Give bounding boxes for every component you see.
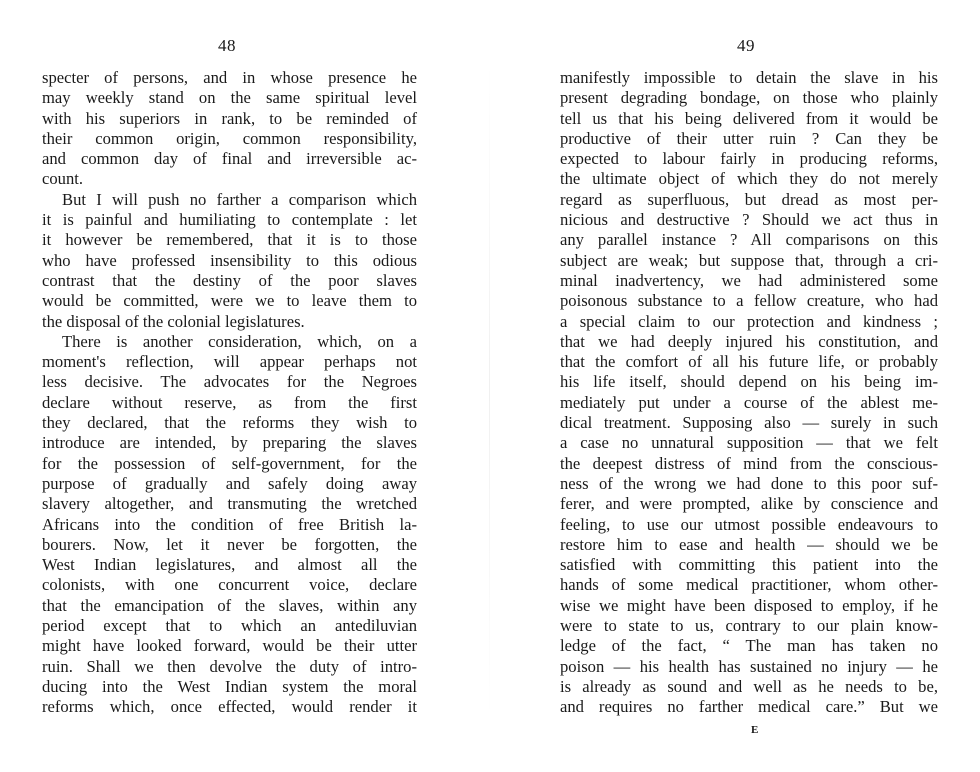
text-line: ness of the wrong we had done to this poor suf- [560, 473, 938, 493]
text-line: introduce are intended, by preparing the slaves [42, 433, 417, 453]
text-line: mediately put under a course of the ablest me- [560, 392, 938, 412]
text-line: who have professed insensibility to this odious [42, 250, 417, 270]
text-line: feeling, to use our utmost possible endeavours to [560, 514, 938, 534]
text-line: the ultimate object of which they do not merely [560, 169, 938, 189]
text-line: that the emancipation of the slaves, within any [42, 595, 417, 615]
text-line: count. [42, 169, 84, 189]
text-line: nicious and destructive ? Should we act thus in [560, 210, 938, 230]
text-line: it is painful and humiliating to contemplate : let [42, 210, 417, 230]
text-line: a special claim to our protection and kindness ; [560, 311, 938, 331]
page-number: 49 [737, 36, 755, 55]
text-line: expected to labour fairly in producing reforms, [560, 149, 938, 169]
text-line: it however be remembered, that it is to those [42, 230, 417, 250]
text-line: Africans into the condition of free British la- [42, 514, 417, 534]
text-line: their common origin, common responsibility, [42, 128, 417, 148]
text-line: may weekly stand on the same spiritual level [42, 88, 417, 108]
text-line: that we had deeply injured his constitution, and [560, 331, 938, 351]
text-line: poison — his health has sustained no injury — he [560, 656, 938, 676]
text-line: might have looked forward, would be their utter [42, 636, 417, 656]
text-line: slavery altogether, and transmuting the wretched [42, 494, 417, 514]
text-line: But I will push no farther a comparison which [62, 189, 417, 209]
text-line: period except that to which an antediluvian [42, 616, 417, 636]
text-line: a case no unnatural supposition — that we felt [560, 433, 938, 453]
text-line: ruin. Shall we then devolve the duty of intro- [42, 656, 417, 676]
text-line: regard as superfluous, but dread as most per- [560, 189, 938, 209]
text-line: declare without reserve, as from the first [42, 392, 417, 412]
text-line: productive of their utter ruin ? Can they be [560, 128, 938, 148]
text-line: any parallel instance ? All comparisons on this [560, 230, 938, 250]
text-line: tell us that his being delivered from it would be [560, 108, 938, 128]
text-line: is already as sound and well as he needs to be, [560, 676, 938, 696]
text-line: There is another consideration, which, on a [62, 331, 417, 351]
text-line: minal inadvertency, we had administered some [560, 270, 938, 290]
text-line: contrast that the destiny of the poor slaves [42, 270, 417, 290]
text-line: restore him to ease and health — should we be [560, 534, 938, 554]
text-line: the disposal of the colonial legislatures. [42, 311, 305, 331]
text-line: hands of some medical practitioner, whom other- [560, 575, 938, 595]
text-line: the deepest distress of mind from the conscious- [560, 453, 938, 473]
text-line: and requires no farther medical care.” But we [560, 697, 938, 717]
text-line: his life itself, should depend on his being im- [560, 372, 938, 392]
text-line: satisfied with committing this patient into the [560, 555, 938, 575]
text-line: ledge of the fact, “ The man has taken no [560, 636, 938, 656]
text-line: West Indian legislatures, and almost all the [42, 555, 417, 575]
page-text [560, 68, 938, 718]
text-line: specter of persons, and in whose presence he [42, 68, 417, 87]
text-line: manifestly impossible to detain the slave in his [560, 68, 938, 87]
text-line: reforms which, once effected, would render it [42, 697, 417, 717]
text-line: ducing into the West Indian system the moral [42, 676, 417, 696]
text-line: colonists, with one concurrent voice, declare [42, 575, 417, 595]
text-line: wise we might have been disposed to employ, if he [560, 595, 938, 615]
text-line: moment's reflection, will appear perhaps not [42, 352, 417, 372]
text-line: bourers. Now, let it never be forgotten, the [42, 534, 417, 554]
text-line: and common day of final and irreversible ac- [42, 149, 417, 169]
text-line: poisonous substance to a fellow creature, who had [560, 291, 938, 311]
text-line: for the possession of self-government, for the [42, 453, 417, 473]
text-line: were to state to us, contrary to our plain know- [560, 616, 938, 636]
page-number: 48 [218, 36, 236, 55]
text-line: would be committed, were we to leave them to [42, 291, 417, 311]
text-line: ferer, and were prompted, alike by conscience and [560, 494, 938, 514]
text-line: that the comfort of all his future life, or probably [560, 352, 938, 372]
text-line: they declared, that the reforms they wish to [42, 413, 417, 433]
text-line: present degrading bondage, on those who plainly [560, 88, 938, 108]
text-line: dical treatment. Supposing also — surely in such [560, 413, 938, 433]
text-line: purpose of gradually and safely doing away [42, 473, 417, 493]
text-line: with his superiors in rank, to be reminded of [42, 108, 417, 128]
page-text [42, 68, 417, 718]
signature-mark: E [751, 724, 759, 736]
text-line: less decisive. The advocates for the Negroes [42, 372, 417, 392]
text-line: subject are weak; but suppose that, through a cri- [560, 250, 938, 270]
right-page [490, 0, 980, 772]
